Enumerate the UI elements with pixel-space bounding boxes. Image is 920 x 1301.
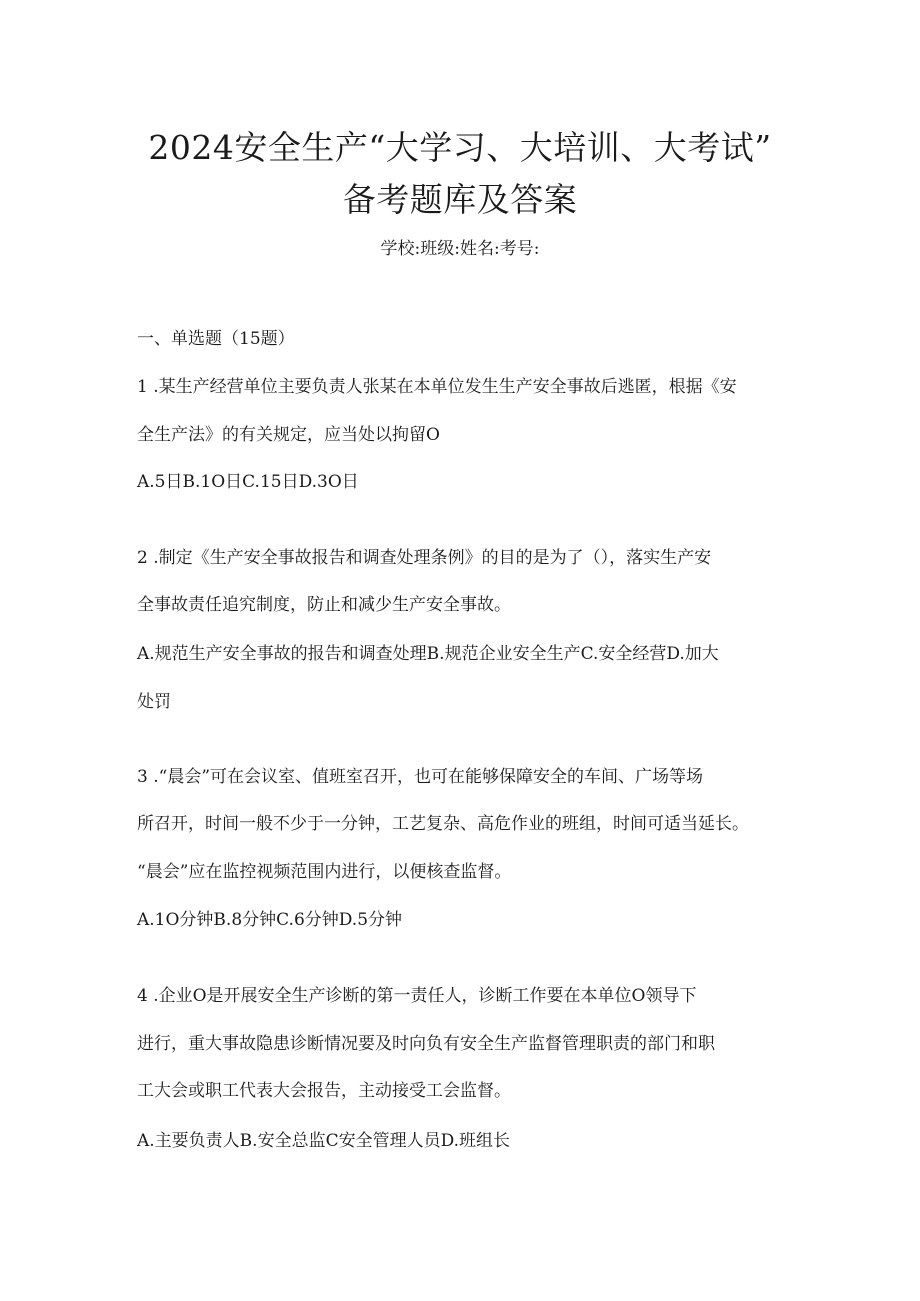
question-4-options: A.主要负责人B.安全总监C安全管理人员D.班组长 (137, 1131, 511, 1151)
question-2-options-line-1: A.规范生产安全事故的报告和调查处理B.规范企业安全生产C.安全经营D.加大 (137, 644, 719, 664)
student-info-line: 学校:班级:姓名:考号: (380, 239, 540, 259)
question-1-line-2: 全生产法》的有关规定，应当处以拘留O (137, 425, 440, 445)
question-2-options-line-2: 处罚 (137, 692, 171, 712)
question-4-line-3: 工大会或职工代表大会报告，主动接受工会监督。 (137, 1081, 511, 1101)
question-4-line-2: 进行，重大事故隐患诊断情况要及时向负有安全生产监督管理职责的部门和职 (137, 1034, 715, 1054)
question-4-line-1: 4 .企业O是开展安全生产诊断的第一责任人，诊断工作要在本单位O领导下 (137, 986, 697, 1006)
question-2-line-2: 全事故责任追究制度，防止和减少生产安全事故。 (137, 595, 511, 615)
question-3-options: A.1O分钟B.8分钟C.6分钟D.5分钟 (137, 910, 403, 930)
document-title-line-1: 2024安全生产“大学习、大培训、大考试” (148, 128, 772, 167)
question-1-options: A.5日B.1O日C.15日D.3O日 (137, 472, 359, 492)
question-1-line-1: 1 .某生产经营单位主要负责人张某在本单位发生生产安全事故后逃匿，根据《安 (137, 377, 737, 397)
question-2-line-1: 2 .制定《生产安全事故报告和调查处理条例》的目的是为了（），落实生产安 (137, 548, 712, 568)
question-3-line-1: 3 .“晨会”可在会议室、值班室召开，也可在能够保障安全的车间、广场等场 (137, 767, 704, 787)
question-3-line-2: 所召开，时间一般不少于一分钟，工艺复杂、高危作业的班组，时间可适当延长。 (137, 814, 749, 834)
question-3-line-3: “晨会”应在监控视频范围内进行，以便核查监督。 (137, 862, 512, 882)
section-heading: 一、单选题（15题） (137, 329, 295, 349)
document-title-line-2: 备考题库及答案 (342, 180, 578, 219)
